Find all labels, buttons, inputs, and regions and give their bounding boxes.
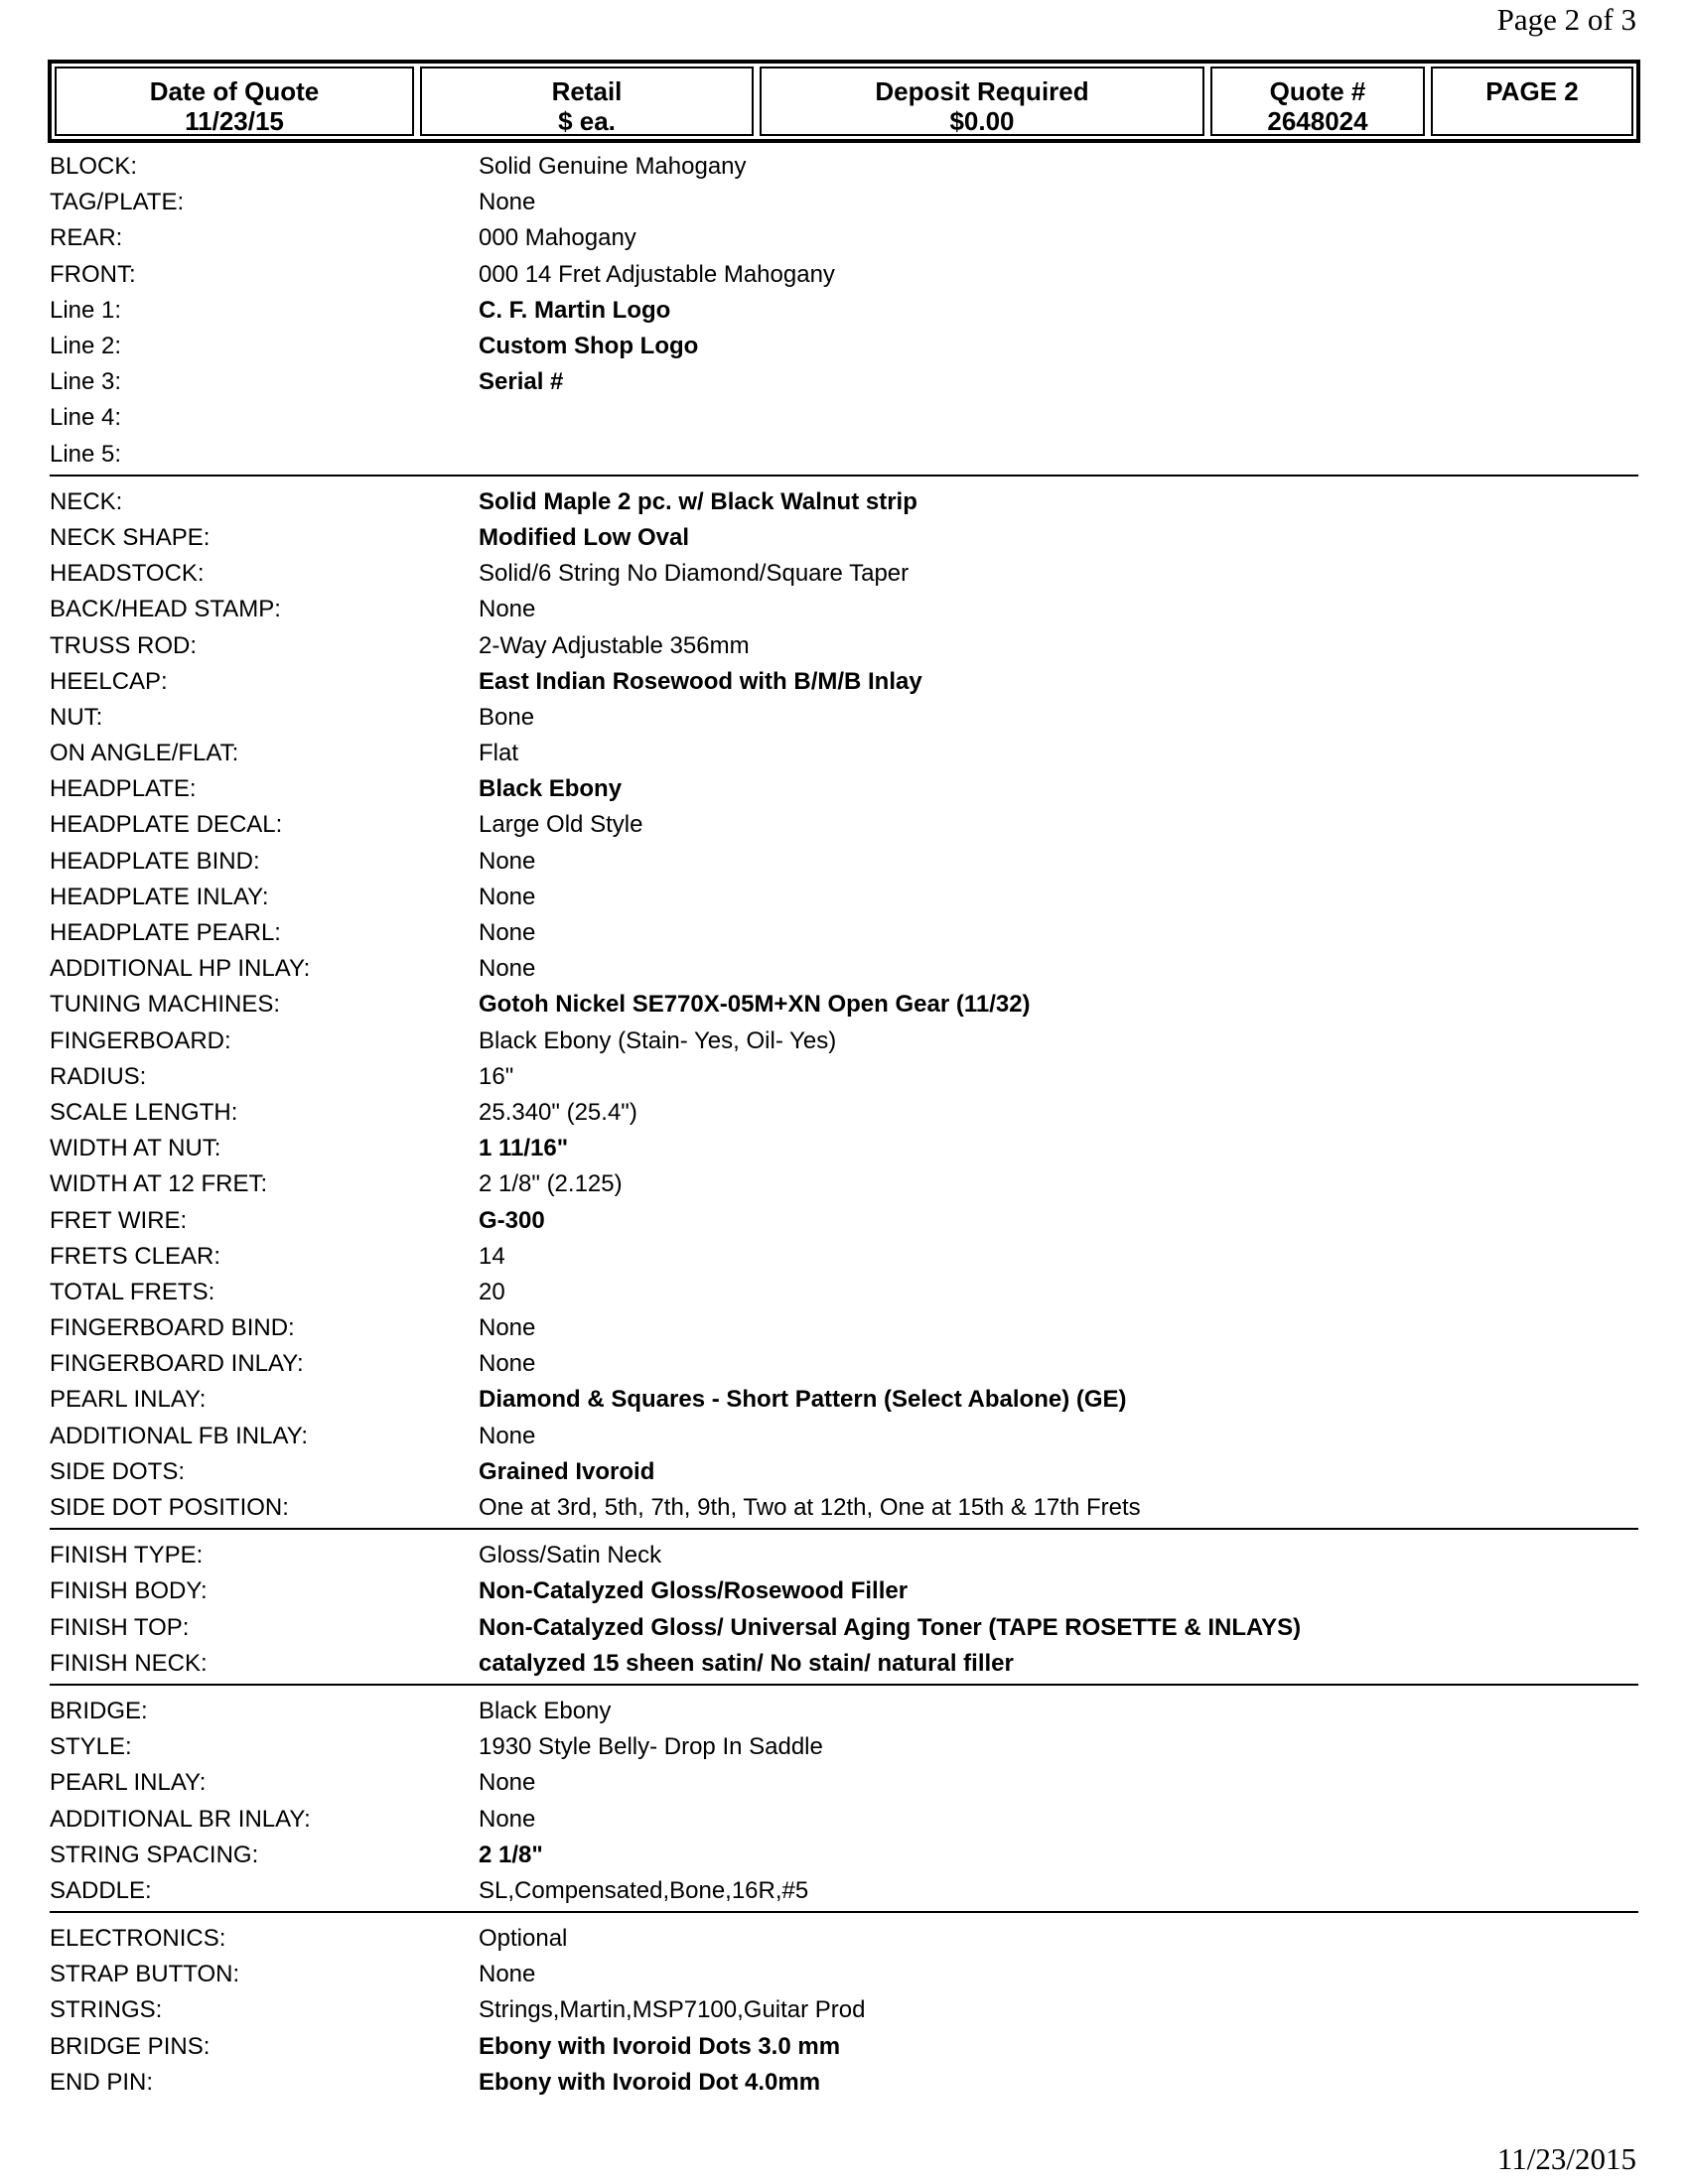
spec-label: BRIDGE: (50, 1697, 148, 1724)
spec-label: Line 4: (50, 404, 122, 432)
spec-label: ADDITIONAL HP INLAY: (50, 955, 311, 983)
spec-value: Solid Maple 2 pc. w/ Black Walnut strip (479, 487, 917, 515)
spec-label: Line 5: (50, 440, 122, 468)
spec-label: FINGERBOARD BIND: (50, 1314, 295, 1342)
spec-row (50, 364, 1638, 400)
spec-label: REAR: (50, 224, 123, 252)
spec-row (50, 1765, 1638, 1801)
spec-row (50, 1573, 1638, 1609)
footer-date: 11/23/2015 (1496, 2141, 1636, 2176)
spec-row (50, 915, 1638, 951)
spec-value: One at 3rd, 5th, 7th, 9th, Two at 12th, One at 15th & 17th Frets (479, 1494, 1141, 1522)
header-date-value: 11/23/15 (185, 106, 284, 136)
spec-row (50, 1239, 1638, 1275)
spec-label: SIDE DOT POSITION: (50, 1494, 289, 1522)
spec-value: Black Ebony (479, 775, 623, 803)
spec-row (50, 1095, 1638, 1131)
spec-label: HEADPLATE INLAY: (50, 883, 269, 910)
spec-value: None (479, 847, 536, 875)
page-number: Page 2 of 3 (1496, 2, 1636, 37)
spec-row (50, 484, 1638, 520)
spec-label: NUT: (50, 703, 103, 731)
spec-row (50, 844, 1638, 880)
header-date-label: Date of Quote (149, 76, 320, 106)
spec-value: Optional (479, 1925, 568, 1953)
spec-label: HEADPLATE DECAL: (50, 811, 283, 839)
spec-label: SCALE LENGTH: (50, 1098, 238, 1126)
spec-label: ON ANGLE/FLAT: (50, 740, 239, 767)
spec-value: Non-Catalyzed Gloss/ Universal Aging Toner (TAPE ROSETTE & INLAYS) (479, 1613, 1302, 1641)
spec-row (50, 185, 1638, 220)
spec-label: ADDITIONAL BR INLAY: (50, 1805, 311, 1833)
spec-label: PEARL INLAY: (50, 1386, 207, 1414)
spec-label: FINISH BODY: (50, 1577, 208, 1605)
header-quote-value: 2648024 (1267, 106, 1368, 136)
header-quote-cell (1210, 67, 1425, 136)
quote-header (48, 60, 1640, 143)
spec-label: NECK SHAPE: (50, 523, 211, 551)
spec-value: Grained Ivoroid (479, 1457, 655, 1485)
spec-label: HEADSTOCK: (50, 560, 205, 588)
spec-row (50, 149, 1638, 185)
spec-value: None (479, 1422, 536, 1449)
spec-row (50, 1310, 1638, 1346)
spec-value: None (479, 883, 536, 910)
spec-label: FINISH TOP: (50, 1613, 190, 1641)
spec-value: Ebony with Ivoroid Dot 4.0mm (479, 2068, 821, 2096)
spec-row (50, 951, 1638, 987)
spec-value: 1930 Style Belly- Drop In Saddle (479, 1733, 823, 1761)
spec-value: Non-Catalyzed Gloss/Rosewood Filler (479, 1577, 909, 1605)
header-date-cell (55, 67, 414, 136)
spec-label: BACK/HEAD STAMP: (50, 596, 281, 623)
spec-value: Solid/6 String No Diamond/Square Taper (479, 560, 910, 588)
spec-label: WIDTH AT 12 FRET: (50, 1170, 268, 1198)
spec-label: PEARL INLAY: (50, 1769, 207, 1797)
spec-row (50, 987, 1638, 1023)
spec-value: 1 11/16" (479, 1135, 569, 1162)
spec-value: Custom Shop Logo (479, 333, 699, 360)
spec-row (50, 1838, 1638, 1873)
spec-row (50, 1646, 1638, 1682)
spec-label: HEADPLATE PEARL: (50, 919, 281, 947)
spec-value: 2-Way Adjustable 356mm (479, 631, 750, 659)
spec-value: Black Ebony (Stain- Yes, Oil- Yes) (479, 1026, 837, 1054)
spec-label: TUNING MACHINES: (50, 991, 281, 1019)
spec-value: Serial # (479, 368, 564, 396)
spec-label: TOTAL FRETS: (50, 1278, 215, 1305)
spec-label: HEADPLATE: (50, 775, 197, 803)
spec-label: STRING SPACING: (50, 1841, 259, 1868)
spec-value: Black Ebony (479, 1697, 612, 1724)
spec-label: STRAP BUTTON: (50, 1961, 240, 1988)
header-retail-label: Retail (551, 76, 623, 106)
spec-value: None (479, 596, 536, 623)
spec-label: TAG/PLATE: (50, 189, 185, 216)
spec-value: 000 14 Fret Adjustable Mahogany (479, 260, 835, 288)
spec-label: NECK: (50, 487, 123, 515)
spec-value: Modified Low Oval (479, 523, 690, 551)
spec-label: RADIUS: (50, 1062, 147, 1090)
header-quote-label: Quote # (1269, 76, 1366, 106)
spec-value: None (479, 189, 536, 216)
spec-value: None (479, 1769, 536, 1797)
spec-value: None (479, 919, 536, 947)
spec-value: SL,Compensated,Bone,16R,#5 (479, 1876, 809, 1904)
spec-row (50, 700, 1638, 736)
spec-row (50, 1610, 1638, 1646)
spec-label: SADDLE: (50, 1876, 152, 1904)
spec-label: ADDITIONAL FB INLAY: (50, 1422, 309, 1449)
spec-label: HEADPLATE BIND: (50, 847, 260, 875)
spec-row (50, 1490, 1638, 1526)
spec-row (50, 1801, 1638, 1837)
spec-value: None (479, 1961, 536, 1988)
spec-row (50, 257, 1638, 293)
spec-row (50, 1346, 1638, 1382)
header-deposit-value: $0.00 (949, 106, 1015, 136)
spec-row (50, 329, 1638, 364)
spec-value: 2 1/8" (479, 1841, 543, 1868)
spec-section (50, 1538, 1638, 1686)
spec-value: 16" (479, 1062, 514, 1090)
spec-label: FRET WIRE: (50, 1206, 188, 1234)
spec-value: Gloss/Satin Neck (479, 1542, 662, 1570)
spec-row (50, 1694, 1638, 1729)
spec-value: Gotoh Nickel SE770X-05M+XN Open Gear (11/32) (479, 991, 1031, 1019)
header-deposit-cell (760, 67, 1204, 136)
spec-value: None (479, 955, 536, 983)
spec-row (50, 1131, 1638, 1166)
header-retail-value: $ ea. (558, 106, 616, 136)
spec-row (50, 1921, 1638, 1957)
spec-row (50, 1059, 1638, 1095)
spec-row (50, 556, 1638, 592)
spec-value: 20 (479, 1278, 505, 1305)
spec-label: Line 1: (50, 296, 122, 324)
spec-value: Diamond & Squares - Short Pattern (Select Abalone) (GE) (479, 1386, 1127, 1414)
spec-value: None (479, 1314, 536, 1342)
spec-row (50, 2065, 1638, 2101)
spec-row (50, 1957, 1638, 1992)
spec-label: FINGERBOARD: (50, 1026, 231, 1054)
spec-label: FRETS CLEAR: (50, 1242, 221, 1270)
spec-row (50, 1873, 1638, 1909)
spec-label: STRINGS: (50, 1996, 163, 2024)
spec-label: FINISH NECK: (50, 1649, 208, 1677)
spec-label: BRIDGE PINS: (50, 2032, 211, 2060)
spec-row (50, 1729, 1638, 1765)
spec-row (50, 220, 1638, 256)
spec-label: STYLE: (50, 1733, 132, 1761)
spec-row (50, 293, 1638, 329)
spec-value: Bone (479, 703, 535, 731)
spec-row (50, 1382, 1638, 1418)
spec-value: None (479, 1805, 536, 1833)
spec-row (50, 437, 1638, 473)
spec-row (50, 400, 1638, 436)
spec-row (50, 1454, 1638, 1490)
spec-value: Solid Genuine Mahogany (479, 153, 747, 181)
spec-label: END PIN: (50, 2068, 154, 2096)
spec-row (50, 736, 1638, 771)
spec-label: FINISH TYPE: (50, 1542, 204, 1570)
spec-section (50, 1694, 1638, 1913)
spec-label: HEELCAP: (50, 667, 168, 695)
spec-row (50, 1024, 1638, 1059)
spec-label: FINGERBOARD INLAY: (50, 1350, 304, 1378)
spec-value: Strings,Martin,MSP7100,Guitar Prod (479, 1996, 866, 2024)
spec-label: FRONT: (50, 260, 136, 288)
header-page-label: PAGE 2 (1485, 76, 1579, 106)
spec-row (50, 1275, 1638, 1310)
spec-section (50, 1921, 1638, 2103)
spec-row (50, 520, 1638, 556)
spec-label: BLOCK: (50, 153, 138, 181)
spec-row (50, 1992, 1638, 2028)
spec-value: 000 Mahogany (479, 224, 636, 252)
spec-list (50, 149, 1638, 2111)
spec-row (50, 1166, 1638, 1202)
spec-row (50, 592, 1638, 627)
spec-value: Large Old Style (479, 811, 643, 839)
spec-value: Flat (479, 740, 519, 767)
spec-label: SIDE DOTS: (50, 1457, 186, 1485)
spec-row (50, 771, 1638, 807)
spec-value: catalyzed 15 sheen satin/ No stain/ natural filler (479, 1649, 1014, 1677)
header-retail-cell (420, 67, 754, 136)
spec-value: 2 1/8" (2.125) (479, 1170, 623, 1198)
spec-label: Line 2: (50, 333, 122, 360)
spec-label: Line 3: (50, 368, 122, 396)
spec-value: None (479, 1350, 536, 1378)
spec-label: TRUSS ROD: (50, 631, 198, 659)
spec-value: Ebony with Ivoroid Dots 3.0 mm (479, 2032, 841, 2060)
spec-row (50, 2029, 1638, 2065)
header-page-cell (1431, 67, 1633, 136)
header-deposit-label: Deposit Required (875, 76, 1089, 106)
spec-value: 14 (479, 1242, 505, 1270)
spec-section (50, 484, 1638, 1530)
spec-value: East Indian Rosewood with B/M/B Inlay (479, 667, 922, 695)
spec-row (50, 664, 1638, 700)
spec-row (50, 880, 1638, 915)
spec-row (50, 627, 1638, 663)
spec-label: WIDTH AT NUT: (50, 1135, 221, 1162)
spec-section (50, 149, 1638, 477)
spec-value: G-300 (479, 1206, 545, 1234)
spec-row (50, 1419, 1638, 1454)
spec-row (50, 1538, 1638, 1573)
spec-value: C. F. Martin Logo (479, 296, 671, 324)
spec-row (50, 807, 1638, 843)
spec-label: ELECTRONICS: (50, 1925, 226, 1953)
spec-value: 25.340" (25.4") (479, 1098, 637, 1126)
spec-row (50, 1202, 1638, 1238)
